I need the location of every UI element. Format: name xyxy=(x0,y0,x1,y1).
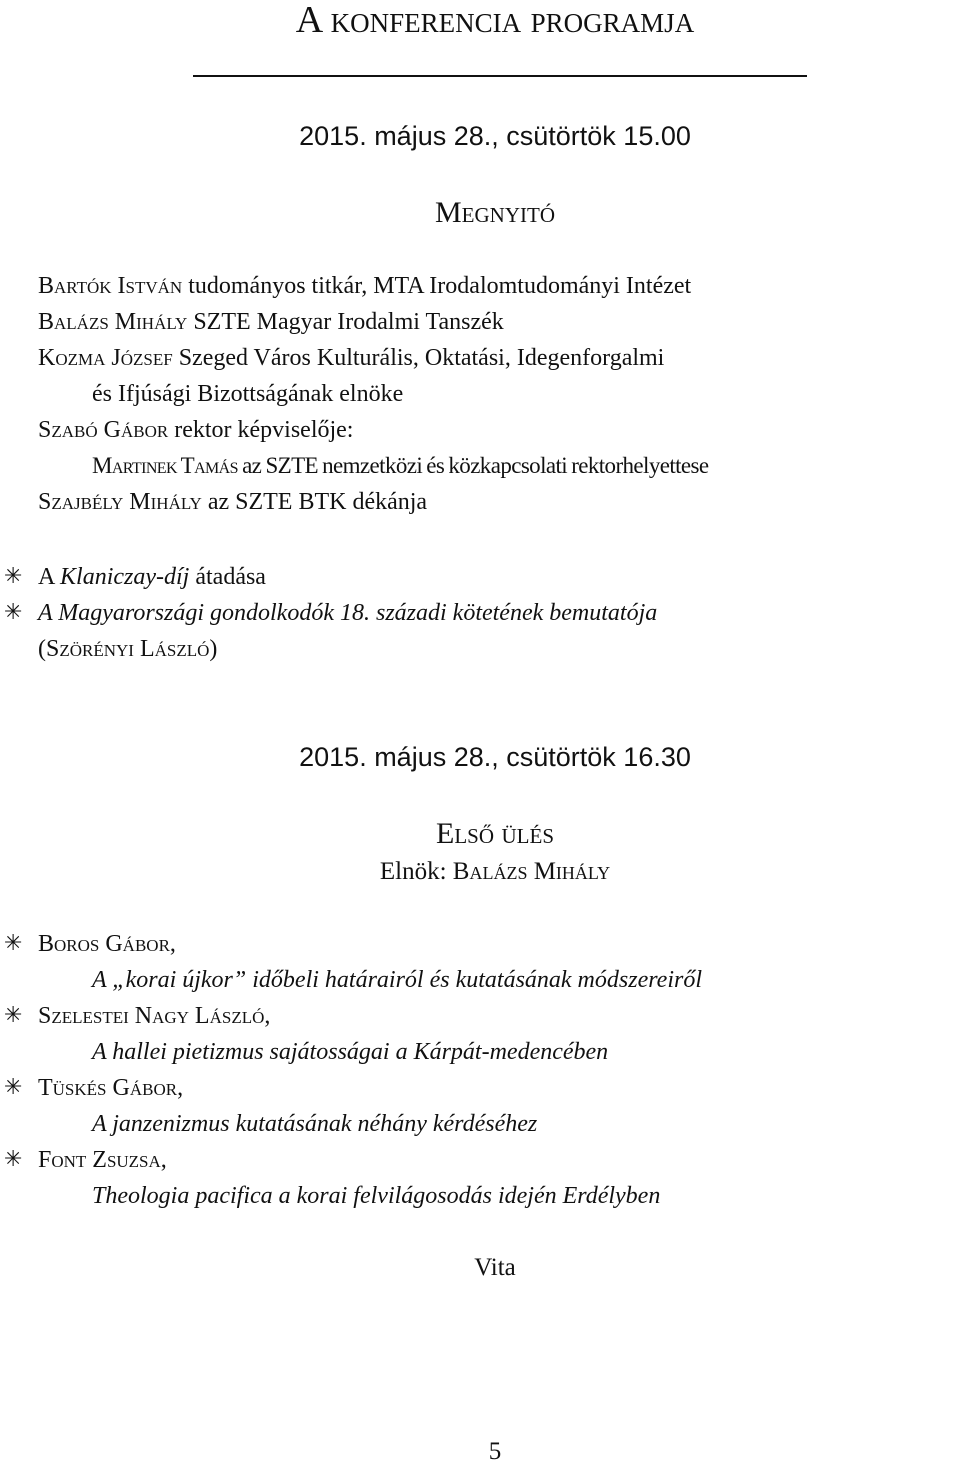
speaker-name: Szabó Gábor xyxy=(38,417,169,443)
item-presenter: (Szörényi László) xyxy=(38,636,218,662)
talk-speaker: Szelestei Nagy László, xyxy=(38,1003,271,1029)
speaker-role: rektor képviselője: xyxy=(174,417,354,443)
chair-name: Balázs Mihály xyxy=(452,858,611,885)
talk-title: A „korai újkor” időbeli határairól és kutatásának módszereiről xyxy=(92,967,702,993)
talk-title: A hallei pietizmus sajátosságai a Kárpát-medencében xyxy=(92,1039,609,1065)
first-session-date: 2015. május 28., csütörtök 16.30 xyxy=(299,742,691,772)
asterisk-icon: ✳ xyxy=(4,600,23,625)
item-prefix: A xyxy=(38,564,55,590)
speaker-name: Szajbély Mihály xyxy=(38,489,202,515)
program-item: A Magyarországi gondolkodók 18. századi kötetének bemutatója xyxy=(38,600,658,626)
speaker-name: Bartók István xyxy=(38,273,183,299)
talk-speaker: Tüskés Gábor, xyxy=(38,1075,184,1101)
speaker-role-continuation: és Ifjúsági Bizottságának elnöke xyxy=(92,381,404,407)
discussion-label: Vita xyxy=(474,1254,516,1281)
speaker-role: SZTE Magyar Irodalmi Tanszék xyxy=(193,309,504,335)
page-number: 5 xyxy=(488,1438,502,1465)
item-italic: Klaniczay-díj xyxy=(60,564,190,590)
speaker-name: Kozma József xyxy=(38,345,173,371)
speaker-line xyxy=(38,415,353,445)
opening-section-title: Megnyitó xyxy=(435,196,555,229)
speaker-role: az SZTE BTK dékánja xyxy=(207,489,428,515)
program-item xyxy=(38,562,266,592)
asterisk-icon: ✳ xyxy=(4,1147,23,1172)
talk-speaker: Boros Gábor, xyxy=(38,931,176,957)
speaker-line xyxy=(38,271,691,301)
page-title: A konferencia programja xyxy=(295,0,695,41)
asterisk-icon: ✳ xyxy=(4,1003,23,1028)
chair-label: Elnök: xyxy=(379,858,447,885)
speaker-line xyxy=(38,487,427,517)
asterisk-icon: ✳ xyxy=(4,564,23,589)
title-divider xyxy=(193,75,807,77)
speaker-line xyxy=(38,343,664,373)
first-session-title: Első ülés xyxy=(436,817,554,850)
asterisk-icon: ✳ xyxy=(4,931,23,956)
session-chair xyxy=(0,857,960,887)
item-suffix: átadása xyxy=(195,564,266,590)
speaker-name: Martinek Tamás xyxy=(92,453,238,478)
speaker-role: Szeged Város Kulturális, Oktatási, Idegenforgalmi xyxy=(178,345,665,371)
speaker-role: az SZTE nemzetközi és közkapcsolati rektorhelyettese xyxy=(242,453,709,478)
speaker-role: tudományos titkár, MTA Irodalomtudományi Intézet xyxy=(188,273,692,299)
talk-title: A janzenizmus kutatásának néhány kérdéséhez xyxy=(92,1111,538,1137)
talk-speaker: Font Zsuzsa, xyxy=(38,1147,167,1173)
asterisk-icon: ✳ xyxy=(4,1075,23,1100)
speaker-name: Balázs Mihály xyxy=(38,309,188,335)
speaker-line xyxy=(38,307,504,337)
speaker-line xyxy=(92,451,708,481)
opening-date: 2015. május 28., csütörtök 15.00 xyxy=(299,121,691,151)
talk-title: Theologia pacifica a korai felvilágosodás idején Erdélyben xyxy=(92,1183,661,1209)
